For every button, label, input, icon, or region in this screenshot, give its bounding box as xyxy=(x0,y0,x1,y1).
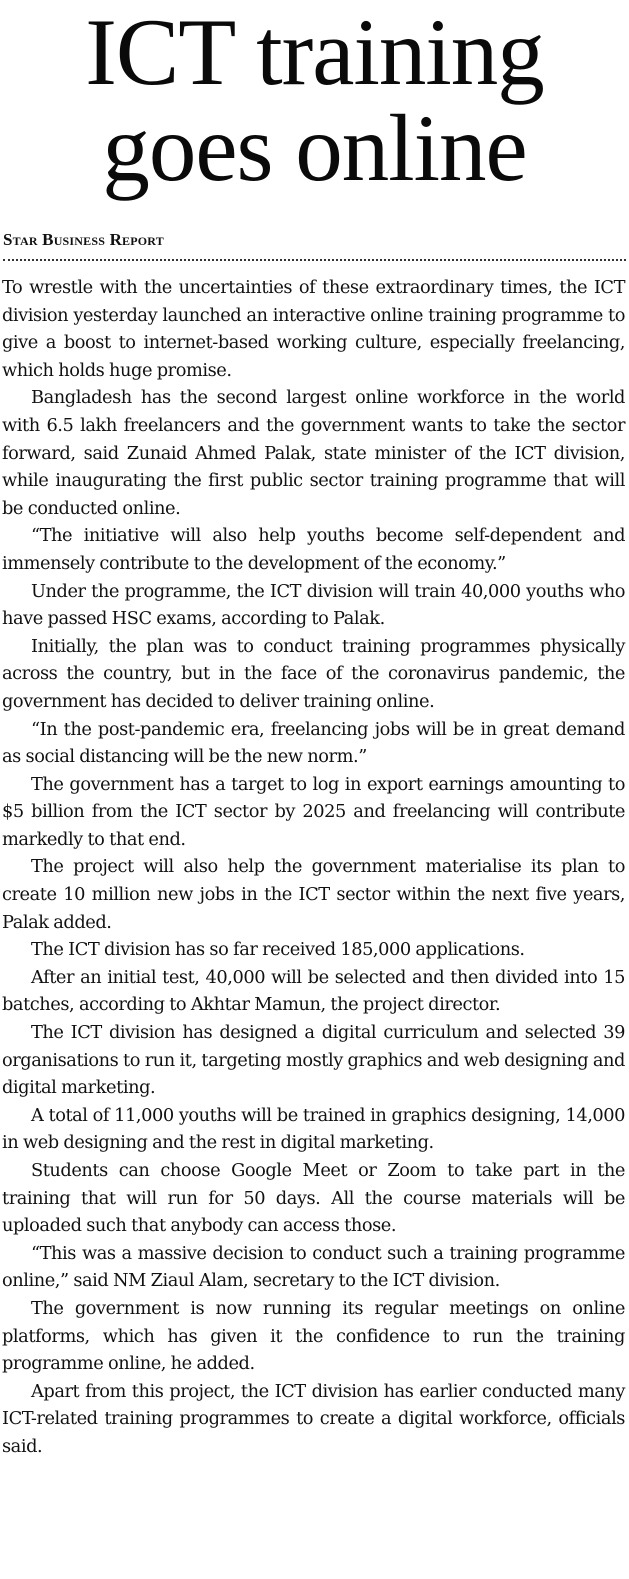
paragraph-12: A total of 11,000 youths will be trained in graphics designing, 14,000 in web designing and the rest in digital marketing. xyxy=(2,1104,625,1154)
paragraph-6: “In the post-pandemic era, freelancing jobs will be in great demand as social distancing will be the new norm.” xyxy=(2,718,625,768)
paragraph-2: Bangladesh has the second largest online workforce in the world with 6.5 lakh freelancers and the government wants to take the sector forward, said Zunaid Ahmed Palak, state minister of the ICT division, while inaugurating the first public sector training programme that will be conducted online. xyxy=(2,387,625,519)
article-body xyxy=(2,274,625,1461)
paragraph-8: The project will also help the government materialise its plan to create 10 million new jobs in the ICT sector within the next five years, Palak added. xyxy=(2,856,625,933)
paragraph-3: “The initiative will also help youths become self-dependent and immensely contribute to the development of the economy.” xyxy=(2,525,625,574)
paragraph-11: The ICT division has designed a digital curriculum and selected 39 organisations to run it, targeting mostly graphics and web designing and digital marketing. xyxy=(2,1022,625,1099)
paragraph-14: “This was a massive decision to conduct such a training programme online,” said NM Ziaul Alam, secretary to the ICT division. xyxy=(2,1242,625,1292)
paragraph-9: The ICT division has so far received 185,000 applications. xyxy=(31,939,525,961)
paragraph-5: Initially, the plan was to conduct training programmes physically across the country, but in the face of the coronavirus pandemic, the government has decided to deliver training online. xyxy=(2,635,625,712)
headline-line-2: goes online xyxy=(102,95,527,201)
paragraph-10: After an initial test, 40,000 will be selected and then divided into 15 batches, according to Akhtar Mamun, the project director. xyxy=(2,966,625,1016)
headline xyxy=(0,0,629,201)
paragraph-16: Apart from this project, the ICT division has earlier conducted many ICT-related training programmes to create a digital workforce, officials said. xyxy=(2,1380,625,1457)
paragraph-7: The government has a target to log in export earnings amounting to $5 billion from the ICT sector by 2025 and freelancing will contribute markedly to that end. xyxy=(2,773,625,850)
dotted-divider xyxy=(3,259,626,261)
headline-line-1: ICT training xyxy=(85,0,544,105)
paragraph-13: Students can choose Google Meet or Zoom to take part in the training that will run for 50 days. All the course materials will be uploaded such that anybody can access those. xyxy=(2,1160,625,1237)
paragraph-15: The government is now running its regular meetings on online platforms, which has given it the confidence to run the training programme online, he added. xyxy=(2,1297,625,1375)
byline: Star Business Report xyxy=(3,230,164,249)
paragraph-4: Under the programme, the ICT division will train 40,000 youths who have passed HSC exams, according to Palak. xyxy=(2,580,625,630)
paragraph-1: To wrestle with the uncertainties of these extraordinary times, the ICT division yesterday launched an interactive online training programme to give a boost to internet-based working culture, especially freelancing, which holds huge promise. xyxy=(2,277,625,381)
